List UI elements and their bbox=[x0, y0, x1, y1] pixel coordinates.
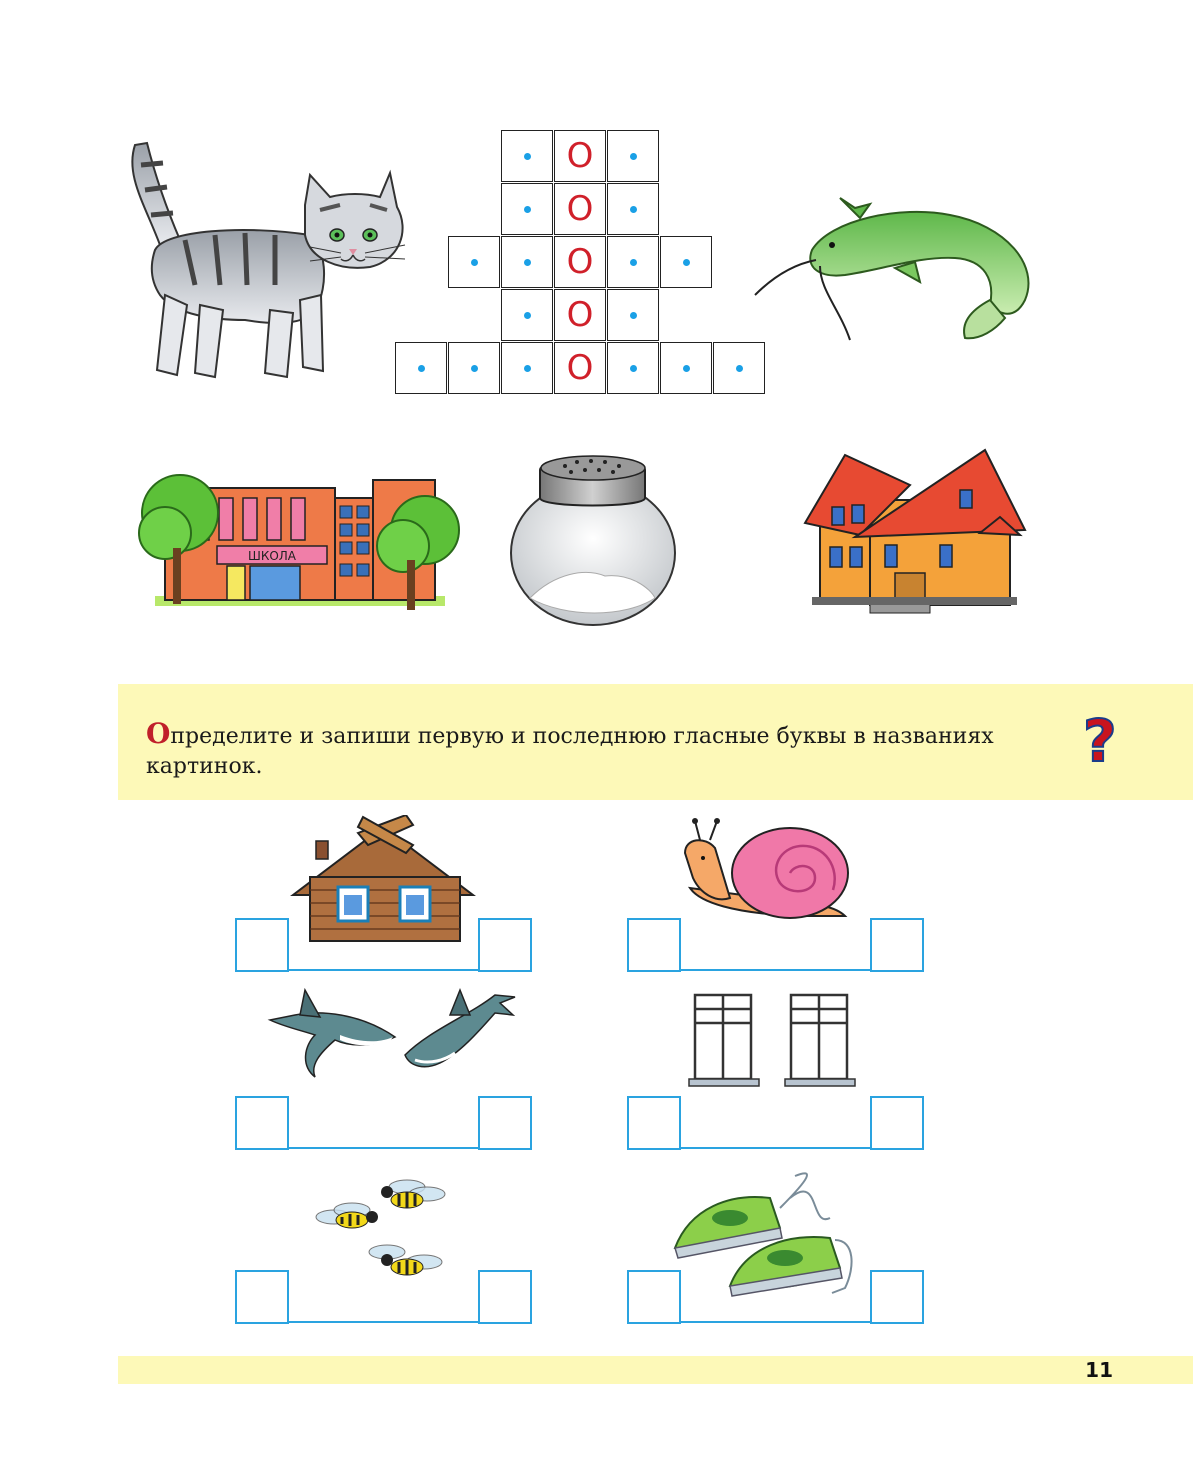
task-first-letter: О bbox=[146, 717, 171, 750]
crossword-cell[interactable] bbox=[660, 342, 712, 394]
sharks-icon bbox=[265, 985, 520, 1080]
crossword-letter: О bbox=[566, 136, 594, 176]
task-instruction bbox=[146, 719, 1066, 782]
school-icon bbox=[135, 468, 465, 613]
page-number: 11 bbox=[1085, 1358, 1113, 1382]
house-icon bbox=[800, 445, 1030, 615]
catfish-icon bbox=[750, 190, 1045, 350]
crossword-cell[interactable] bbox=[607, 236, 659, 288]
answer-line bbox=[679, 1321, 873, 1323]
answer-line bbox=[287, 1321, 481, 1323]
question-mark-icon: ? bbox=[1083, 707, 1117, 775]
crossword-cell[interactable] bbox=[501, 183, 553, 235]
crossword-letter: О bbox=[566, 242, 594, 282]
answer-box-first[interactable] bbox=[235, 918, 289, 972]
answer-line bbox=[679, 1147, 873, 1149]
answer-box-last[interactable] bbox=[478, 918, 532, 972]
answer-box-first[interactable] bbox=[627, 1270, 681, 1324]
salt-shaker-icon bbox=[505, 448, 680, 628]
crossword-cell[interactable] bbox=[660, 236, 712, 288]
crossword-cell[interactable] bbox=[501, 236, 553, 288]
crossword-cell-vowel[interactable] bbox=[554, 342, 606, 394]
answer-line bbox=[287, 1147, 481, 1149]
answer-box-first[interactable] bbox=[235, 1096, 289, 1150]
answer-box-last[interactable] bbox=[478, 1096, 532, 1150]
windows-icon bbox=[687, 993, 859, 1088]
crossword-cell[interactable] bbox=[395, 342, 447, 394]
crossword-cell[interactable] bbox=[607, 289, 659, 341]
answer-box-first[interactable] bbox=[235, 1270, 289, 1324]
snail-icon bbox=[675, 818, 855, 923]
answer-line bbox=[679, 969, 873, 971]
crossword-cell[interactable] bbox=[448, 236, 500, 288]
crossword-cell[interactable] bbox=[501, 342, 553, 394]
crossword-cell[interactable] bbox=[448, 342, 500, 394]
crossword-letter: О bbox=[566, 295, 594, 335]
task-text: пределите и запиши первую и последнюю гласные буквы в названиях картинок. bbox=[146, 724, 994, 779]
answer-box-last[interactable] bbox=[870, 1270, 924, 1324]
answer-box-last[interactable] bbox=[870, 918, 924, 972]
answer-line bbox=[287, 969, 481, 971]
wasps-icon bbox=[312, 1172, 447, 1287]
crossword-cell[interactable] bbox=[501, 130, 553, 182]
crossword-cell-vowel[interactable] bbox=[554, 130, 606, 182]
cat-icon bbox=[125, 135, 410, 385]
crossword-cell-vowel[interactable] bbox=[554, 289, 606, 341]
answer-box-first[interactable] bbox=[627, 918, 681, 972]
log-hut-icon bbox=[288, 815, 483, 943]
crossword-cell[interactable] bbox=[501, 289, 553, 341]
crossword-cell-vowel[interactable] bbox=[554, 236, 606, 288]
crossword-grid bbox=[395, 130, 767, 398]
school-sign: ШКОЛА bbox=[247, 549, 297, 563]
crossword-cell[interactable] bbox=[607, 342, 659, 394]
page-footer bbox=[118, 1356, 1193, 1384]
answer-box-last[interactable] bbox=[478, 1270, 532, 1324]
answer-box-last[interactable] bbox=[870, 1096, 924, 1150]
crossword-letter: О bbox=[566, 348, 594, 388]
crossword-cell-vowel[interactable] bbox=[554, 183, 606, 235]
irons-icon bbox=[670, 1168, 860, 1306]
crossword-letter: О bbox=[566, 189, 594, 229]
crossword-cell[interactable] bbox=[607, 183, 659, 235]
answer-box-first[interactable] bbox=[627, 1096, 681, 1150]
crossword-cell[interactable] bbox=[607, 130, 659, 182]
